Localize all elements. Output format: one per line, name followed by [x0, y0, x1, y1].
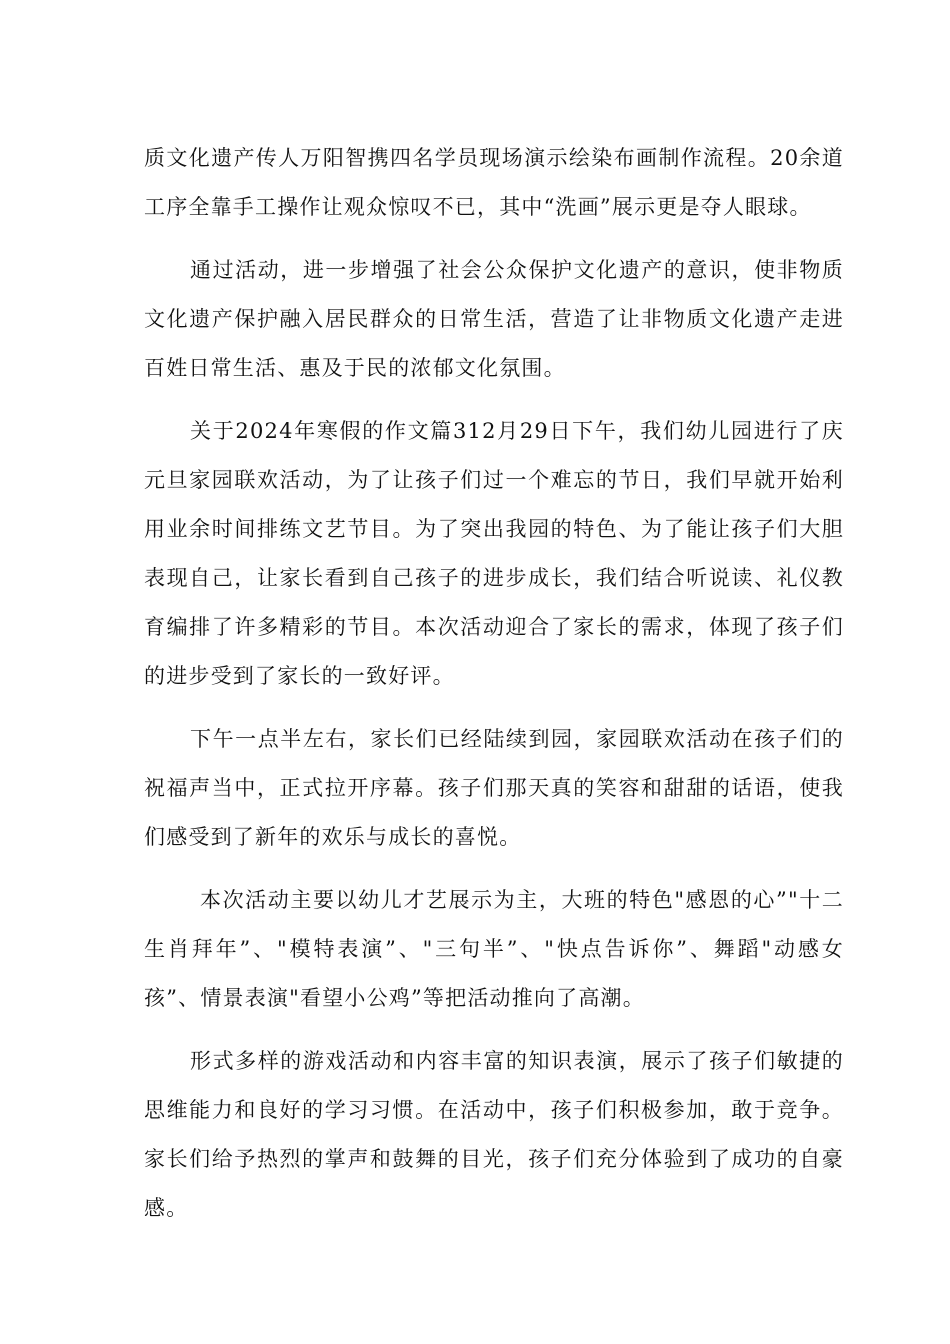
paragraph-games: 形式多样的游戏活动和内容丰富的知识表演，展示了孩子们敏捷的思维能力和良好的学习习惯。在活动中，孩子们积极参加，敢于竞争。家长们给予热烈的掌声和鼓舞的目光，孩子们充分体验到了成功的自豪感。: [144, 1049, 844, 1220]
paragraph-activity-summary: 通过活动，进一步增强了社会公众保护文化遗产的意识，使非物质文化遗产保护融入居民群众的日常生活，营造了让非物质文化遗产走进百姓日常生活、惠及于民的浓郁文化氛围。: [144, 258, 844, 380]
paragraph-performances: 本次活动主要以幼儿才艺展示为主，大班的特色"感恩的心”"十二生肖拜年”、"模特表演”、"三句半”、"快点告诉你”、舞蹈"动感女孩”、情景表演"看望小公鸡”等把活动推向了高潮。: [144, 888, 844, 1010]
document-body: [144, 134, 844, 1247]
paragraph-opening: 下午一点半左右，家长们已经陆续到园，家园联欢活动在孩子们的祝福声当中，正式拉开序幕。孩子们那天真的笑容和甜甜的话语，使我们感受到了新年的欢乐与成长的喜悦。: [144, 727, 844, 849]
paragraph-new-year-party: 关于2024年寒假的作文篇312月29日下午，我们幼儿园进行了庆元旦家园联欢活动，为了让孩子们过一个难忘的节日，我们早就开始利用业余时间排练文艺节目。为了突出我园的特色、为了能让孩子们大胆表现自己，让家长看到自己孩子的进步成长，我们结合听说读、礼仪教育编排了许多精彩的节目。本次活动迎合了家长的需求，体现了孩子们的进步受到了家长的一致好评。: [144, 419, 844, 688]
paragraph-continuation: 质文化遗产传人万阳智携四名学员现场演示绘染布画制作流程。20余道工序全靠手工操作让观众惊叹不已，其中“洗画”展示更是夺人眼球。: [144, 146, 844, 219]
